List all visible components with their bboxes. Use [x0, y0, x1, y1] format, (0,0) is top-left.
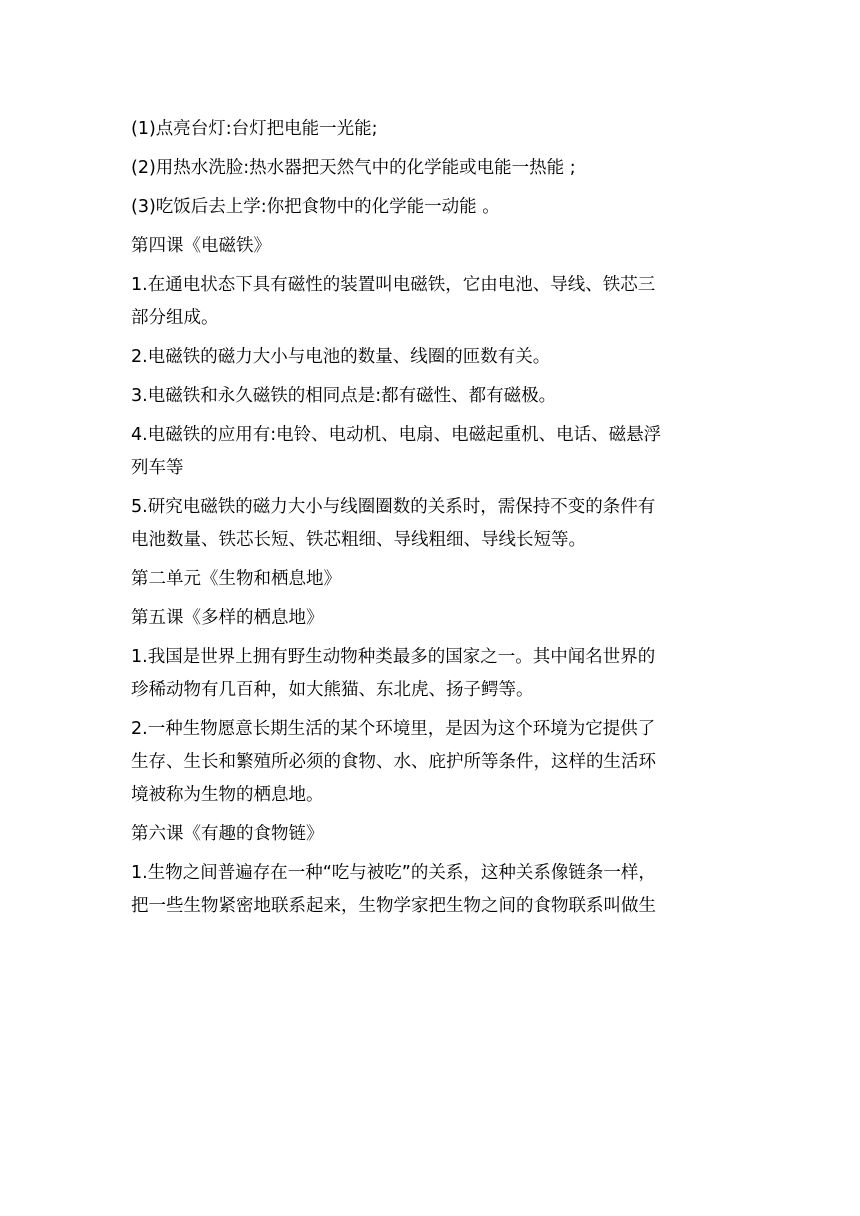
section-heading: 第五课《多样的栖息地》 [131, 608, 324, 628]
text-line: 电池数量、铁芯长短、铁芯粗细、导线粗细、导线长短等。 [131, 530, 586, 550]
text-line: 5.研究电磁铁的磁力大小与线圈圈数的关系时，需保持不变的条件有 [131, 497, 656, 517]
text-line: 2.一种生物愿意长期生活的某个环境里，是因为这个环境为它提供了 [131, 719, 656, 739]
text-line: (1)点亮台灯:台灯把电能一光能; [131, 119, 378, 139]
text-line: 部分组成。 [131, 308, 219, 328]
text-line: 1.我国是世界上拥有野生动物种类最多的国家之一。其中闻名世界的 [131, 647, 656, 667]
text-line: 3.电磁铁和永久磁铁的相同点是:都有磁性、都有磁极。 [131, 386, 557, 406]
text-line: 1.生物之间普遍存在一种“吃与被吃”的关系，这种关系像链条一样， [131, 863, 656, 883]
text-line: (2)用热水洗脸:热水器把天然气中的化学能或电能一热能 ; [131, 158, 576, 178]
text-line: (3)吃饭后去上学:你把食物中的化学能一动能 。 [131, 197, 500, 217]
text-line: 境被称为生物的栖息地。 [131, 785, 324, 805]
text-line: 生存、生长和繁殖所必须的食物、水、庇护所等条件，这样的生活环 [131, 752, 656, 772]
document-body [131, 113, 731, 923]
text-line: 1.在通电状态下具有磁性的装置叫电磁铁，它由电池、导线、铁芯三 [131, 275, 656, 295]
section-heading: 第六课《有趣的食物链》 [131, 824, 324, 844]
text-line: 珍稀动物有几百种，如大熊猫、东北虎、扬子鳄等。 [131, 680, 534, 700]
text-line: 把一些生物紧密地联系起来，生物学家把生物之间的食物联系叫做生 [131, 896, 656, 916]
unit-heading: 第二单元《生物和栖息地》 [131, 569, 341, 589]
text-line: 列车等 [131, 458, 184, 478]
text-line: 2.电磁铁的磁力大小与电池的数量、线圈的匝数有关。 [131, 347, 551, 367]
section-heading: 第四课《电磁铁》 [131, 236, 271, 256]
text-line: 4.电磁铁的应用有:电铃、电动机、电扇、电磁起重机、电话、磁悬浮 [131, 425, 662, 445]
